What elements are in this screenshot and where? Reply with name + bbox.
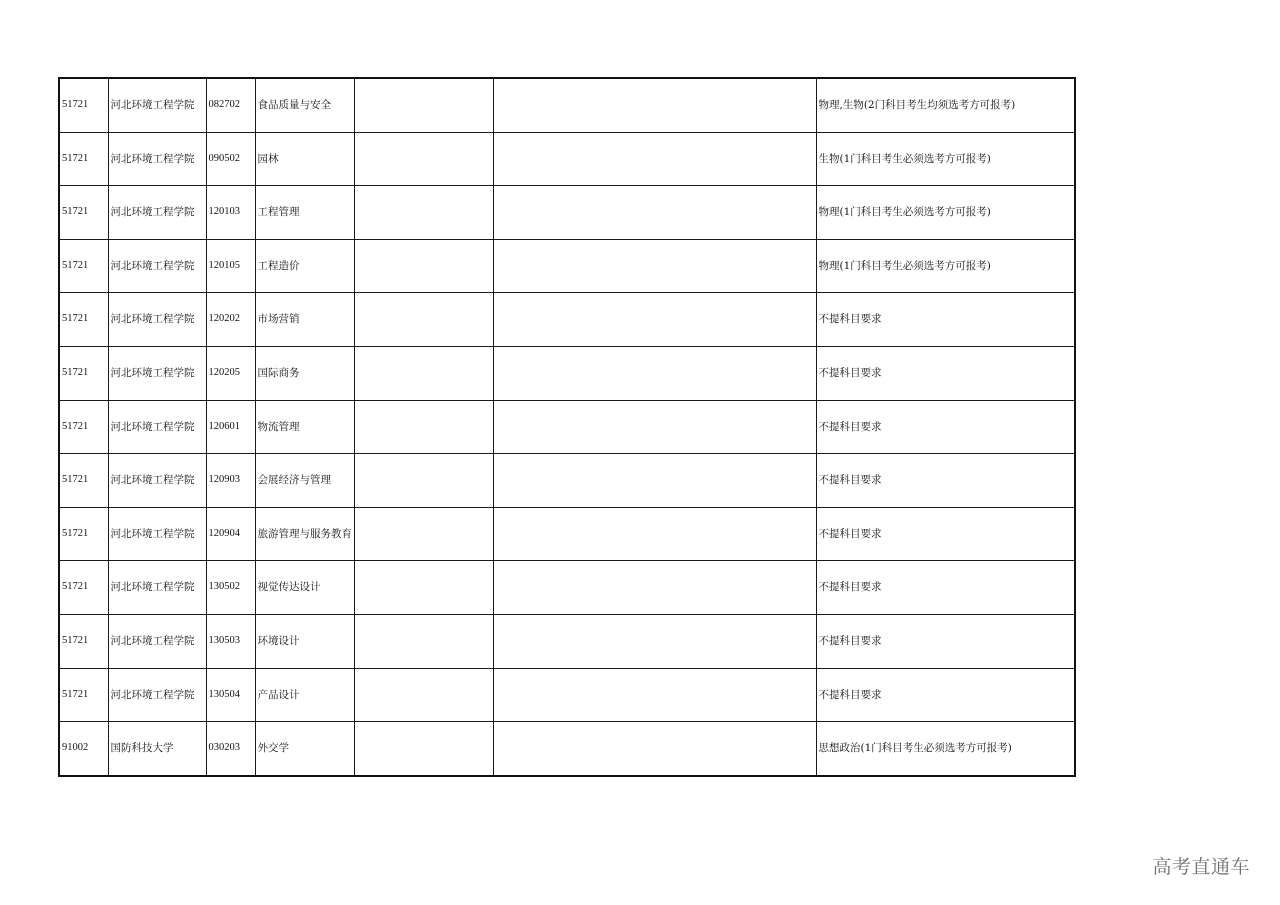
table-row <box>59 293 1075 347</box>
major-name-cell: 国际商务 <box>255 346 354 400</box>
subject-requirement-cell: 不提科目要求 <box>816 293 1075 347</box>
blank-cell <box>354 239 493 293</box>
major-code-cell: 130504 <box>206 668 255 722</box>
table-body <box>59 78 1075 776</box>
school-name-cell: 河北环境工程学院 <box>108 186 206 240</box>
blank-cell <box>354 400 493 454</box>
school-name-cell: 河北环境工程学院 <box>108 507 206 561</box>
school-name-cell: 河北环境工程学院 <box>108 132 206 186</box>
subject-requirement-cell: 思想政治(1门科目考生必须选考方可报考) <box>816 722 1075 776</box>
major-code-cell: 120903 <box>206 454 255 508</box>
school-code-cell: 91002 <box>59 722 108 776</box>
school-code-cell: 51721 <box>59 400 108 454</box>
major-code-cell: 130503 <box>206 614 255 668</box>
blank-cell <box>354 454 493 508</box>
major-code-cell: 120103 <box>206 186 255 240</box>
school-code-cell: 51721 <box>59 614 108 668</box>
blank-cell <box>354 186 493 240</box>
subject-requirements-table <box>58 77 1076 777</box>
major-code-cell: 090502 <box>206 132 255 186</box>
table-row <box>59 454 1075 508</box>
major-name-cell: 旅游管理与服务教育 <box>255 507 354 561</box>
blank-cell <box>354 668 493 722</box>
school-code-cell: 51721 <box>59 507 108 561</box>
blank-cell <box>493 78 816 132</box>
blank-cell <box>354 78 493 132</box>
school-name-cell: 河北环境工程学院 <box>108 400 206 454</box>
blank-cell <box>493 400 816 454</box>
school-code-cell: 51721 <box>59 239 108 293</box>
school-name-cell: 河北环境工程学院 <box>108 561 206 615</box>
major-code-cell: 120601 <box>206 400 255 454</box>
major-code-cell: 120202 <box>206 293 255 347</box>
blank-cell <box>493 186 816 240</box>
blank-cell <box>493 346 816 400</box>
blank-cell <box>354 346 493 400</box>
major-code-cell: 082702 <box>206 78 255 132</box>
school-name-cell: 河北环境工程学院 <box>108 454 206 508</box>
table-row <box>59 507 1075 561</box>
major-code-cell: 130502 <box>206 561 255 615</box>
table-row <box>59 132 1075 186</box>
school-name-cell: 河北环境工程学院 <box>108 614 206 668</box>
blank-cell <box>354 132 493 186</box>
subject-requirement-cell: 物理(1门科目考生必须选考方可报考) <box>816 239 1075 293</box>
subject-requirement-cell: 不提科目要求 <box>816 346 1075 400</box>
school-code-cell: 51721 <box>59 668 108 722</box>
subject-requirement-cell: 不提科目要求 <box>816 507 1075 561</box>
school-name-cell: 河北环境工程学院 <box>108 346 206 400</box>
major-code-cell: 030203 <box>206 722 255 776</box>
school-code-cell: 51721 <box>59 293 108 347</box>
major-code-cell: 120904 <box>206 507 255 561</box>
major-name-cell: 工程管理 <box>255 186 354 240</box>
major-name-cell: 视觉传达设计 <box>255 561 354 615</box>
table-row <box>59 561 1075 615</box>
school-code-cell: 51721 <box>59 78 108 132</box>
major-code-cell: 120105 <box>206 239 255 293</box>
blank-cell <box>354 561 493 615</box>
blank-cell <box>493 668 816 722</box>
table-row <box>59 186 1075 240</box>
blank-cell <box>493 454 816 508</box>
school-name-cell: 河北环境工程学院 <box>108 293 206 347</box>
subject-requirement-cell: 不提科目要求 <box>816 561 1075 615</box>
blank-cell <box>354 507 493 561</box>
table-row <box>59 78 1075 132</box>
subject-requirement-cell: 不提科目要求 <box>816 454 1075 508</box>
major-name-cell: 会展经济与管理 <box>255 454 354 508</box>
blank-cell <box>493 293 816 347</box>
watermark-text: 高考直通车 <box>1152 856 1250 878</box>
subject-requirement-cell: 物理(1门科目考生必须选考方可报考) <box>816 186 1075 240</box>
blank-cell <box>354 722 493 776</box>
school-code-cell: 51721 <box>59 186 108 240</box>
major-name-cell: 物流管理 <box>255 400 354 454</box>
school-name-cell: 河北环境工程学院 <box>108 78 206 132</box>
subject-requirement-cell: 不提科目要求 <box>816 400 1075 454</box>
blank-cell <box>493 722 816 776</box>
table-row <box>59 346 1075 400</box>
major-name-cell: 工程造价 <box>255 239 354 293</box>
major-name-cell: 食品质量与安全 <box>255 78 354 132</box>
subject-requirement-cell: 物理,生物(2门科目考生均须选考方可报考) <box>816 78 1075 132</box>
subject-requirement-cell: 不提科目要求 <box>816 614 1075 668</box>
major-name-cell: 市场营销 <box>255 293 354 347</box>
blank-cell <box>493 132 816 186</box>
major-code-cell: 120205 <box>206 346 255 400</box>
table-row <box>59 614 1075 668</box>
blank-cell <box>493 614 816 668</box>
school-name-cell: 国防科技大学 <box>108 722 206 776</box>
table-row <box>59 722 1075 776</box>
school-code-cell: 51721 <box>59 561 108 615</box>
table-row <box>59 239 1075 293</box>
school-name-cell: 河北环境工程学院 <box>108 668 206 722</box>
blank-cell <box>354 293 493 347</box>
table-row <box>59 668 1075 722</box>
school-code-cell: 51721 <box>59 346 108 400</box>
blank-cell <box>493 561 816 615</box>
major-name-cell: 外交学 <box>255 722 354 776</box>
school-code-cell: 51721 <box>59 132 108 186</box>
subject-requirement-cell: 不提科目要求 <box>816 668 1075 722</box>
blank-cell <box>493 239 816 293</box>
table-row <box>59 400 1075 454</box>
blank-cell <box>493 507 816 561</box>
blank-cell <box>354 614 493 668</box>
major-name-cell: 园林 <box>255 132 354 186</box>
school-name-cell: 河北环境工程学院 <box>108 239 206 293</box>
subject-requirement-cell: 生物(1门科目考生必须选考方可报考) <box>816 132 1075 186</box>
major-name-cell: 环境设计 <box>255 614 354 668</box>
school-code-cell: 51721 <box>59 454 108 508</box>
major-name-cell: 产品设计 <box>255 668 354 722</box>
